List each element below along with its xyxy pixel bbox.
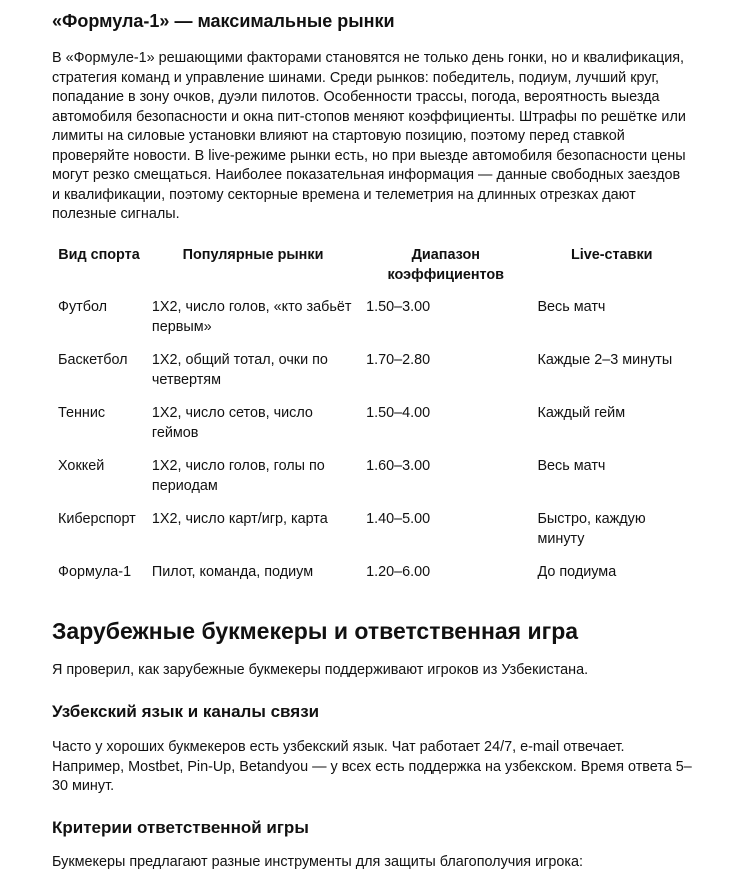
cell-sport: Теннис	[58, 405, 106, 421]
cell-markets: Пилот, команда, подиум	[151, 564, 314, 580]
responsible-gaming-paragraph: Букмекеры предлагают разные инструменты для защиты благополучия игрока:	[52, 854, 583, 870]
table-row	[52, 450, 692, 503]
uzbek-language-heading: Узбекский язык и каналы связи	[52, 702, 320, 721]
cell-markets: 1X2, число голов, голы по периодам	[151, 458, 325, 494]
cell-live: Весь матч	[537, 299, 606, 315]
table-row	[52, 291, 692, 344]
cell-markets: 1X2, число сетов, число геймов	[151, 405, 313, 441]
cell-sport: Киберспорт	[58, 511, 136, 527]
cell-odds: 1.50–4.00	[366, 405, 431, 421]
formula-paragraph: В «Формуле-1» решающими факторами становятся не только день гонки, но и квалификация, стратегия команд и управление шинами. Среди рынков: победитель, подиум, лучший круг, попадание в зону очков, дуэли пилотов. Особенности трассы, погода, вероятность выезда автомобиля безопасности и окна пит-стопов меняют коэффициенты. Штрафы по решётке или лимиты на силовые установки влияют на стартовую позицию, поэтому перед ставкой проверяйте новости. В live-режиме рынки есть, но при выезде автомобиля безопасности цены могут резко смещаться. Наиболее показательная информация — данные свободных заездов и квалификации, поэтому секторные времена и телеметрия на длинных отрезках дают полезные сигналы.	[52, 50, 686, 222]
cell-markets: 1X2, число карт/игр, карта	[151, 511, 328, 527]
cell-live: Каждые 2–3 минуты	[537, 352, 673, 368]
responsible-gaming-heading: Критерии ответственной игры	[52, 818, 309, 837]
table-header-row	[52, 237, 692, 291]
cell-sport: Хоккей	[58, 458, 105, 474]
markets-table	[52, 237, 692, 589]
cell-odds: 1.50–3.00	[366, 299, 431, 315]
header-markets: Популярные рынки	[182, 247, 324, 263]
table-row	[52, 397, 692, 450]
cell-markets: 1X2, число голов, «кто забьёт первым»	[151, 299, 352, 335]
cell-odds: 1.20–6.00	[366, 564, 431, 580]
cell-sport: Футбол	[58, 299, 108, 315]
table-row	[52, 503, 692, 556]
cell-sport: Формула-1	[58, 564, 132, 580]
header-live: Live-ставки	[570, 247, 653, 263]
cell-live: Каждый гейм	[537, 405, 626, 421]
cell-live: Быстро, каждую минуту	[537, 511, 646, 547]
table-row	[52, 344, 692, 397]
cell-live: До подиума	[537, 564, 617, 580]
cell-odds: 1.40–5.00	[366, 511, 431, 527]
header-odds: Диапазон коэффициентов	[387, 247, 505, 283]
table-row	[52, 556, 692, 589]
cell-sport: Баскетбол	[58, 352, 128, 368]
cell-odds: 1.60–3.00	[366, 458, 431, 474]
foreign-bookmakers-heading: Зарубежные букмекеры и ответственная игра	[52, 618, 579, 644]
cell-markets: 1X2, общий тотал, очки по четвертям	[151, 352, 328, 388]
cell-odds: 1.70–2.80	[366, 352, 431, 368]
header-sport: Вид спорта	[58, 247, 140, 263]
cell-live: Весь матч	[537, 458, 606, 474]
formula-heading: «Формула-1» — максимальные рынки	[52, 11, 395, 31]
uzbek-language-paragraph: Часто у хороших букмекеров есть узбекский язык. Чат работает 24/7, e-mail отвечает. Например, Mostbet, Pin-Up, Betandyou — у всех есть поддержка на узбекском. Время ответа 5–30 минут.	[52, 739, 692, 794]
foreign-intro-paragraph: Я проверил, как зарубежные букмекеры поддерживают игроков из Узбекистана.	[52, 662, 589, 678]
